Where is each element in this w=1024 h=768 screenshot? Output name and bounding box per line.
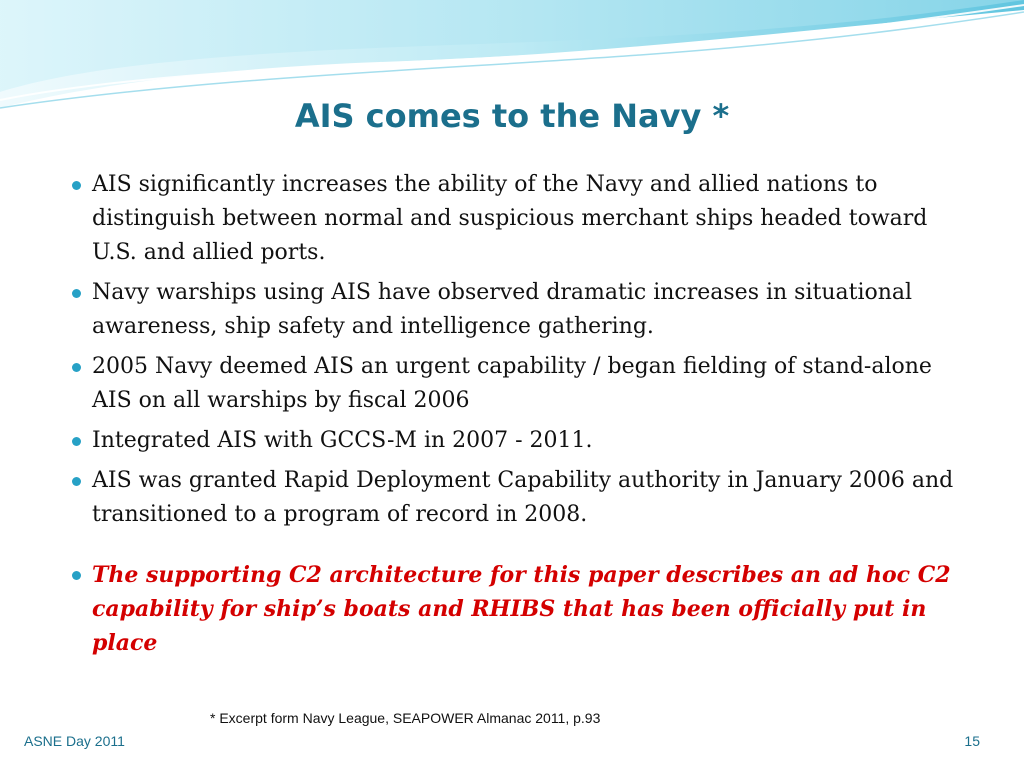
bullet-text: AIS significantly increases the ability of the Navy and allied nations to distinguish between normal and suspicious merchant ships headed toward U.S. and allied ports. — [92, 172, 928, 265]
bullet-text: Integrated AIS with GCCS-M in 2007 - 2011. — [92, 428, 593, 453]
bullet-dot-icon — [72, 477, 81, 486]
slide-title: AIS comes to the Navy * — [294, 97, 730, 135]
bullet-item — [64, 424, 964, 458]
page-number: 15 — [964, 733, 980, 749]
highlight-bullet-item — [64, 558, 964, 660]
bullet-text: 2005 Navy deemed AIS an urgent capability / began fielding of stand-alone AIS on all warships by fiscal 2006 — [92, 354, 932, 413]
bullet-list — [64, 168, 964, 666]
bullet-item — [64, 350, 964, 418]
bullet-text: AIS was granted Rapid Deployment Capability authority in January 2006 and transitioned to a program of record in 2008. — [92, 468, 954, 527]
bullet-dot-icon — [72, 437, 81, 446]
bullet-text: Navy warships using AIS have observed dramatic increases in situational awareness, ship safety and intelligence gathering. — [92, 280, 913, 339]
footer-label: ASNE Day 2011 — [24, 733, 125, 749]
bullet-dot-icon — [72, 571, 81, 580]
bullet-dot-icon — [72, 289, 81, 298]
bullet-dot-icon — [72, 181, 81, 190]
bullet-item — [64, 276, 964, 344]
bullet-item — [64, 168, 964, 270]
highlight-bullet-text: The supporting C2 architecture for this paper describes an ad hoc C2 capability for ship’s boats and RHIBS that has been officially put in place — [92, 562, 951, 656]
bullet-item — [64, 464, 964, 532]
bullet-dot-icon — [72, 363, 81, 372]
footnote: * Excerpt form Navy League, SEAPOWER Almanac 2011, p.93 — [210, 710, 601, 726]
